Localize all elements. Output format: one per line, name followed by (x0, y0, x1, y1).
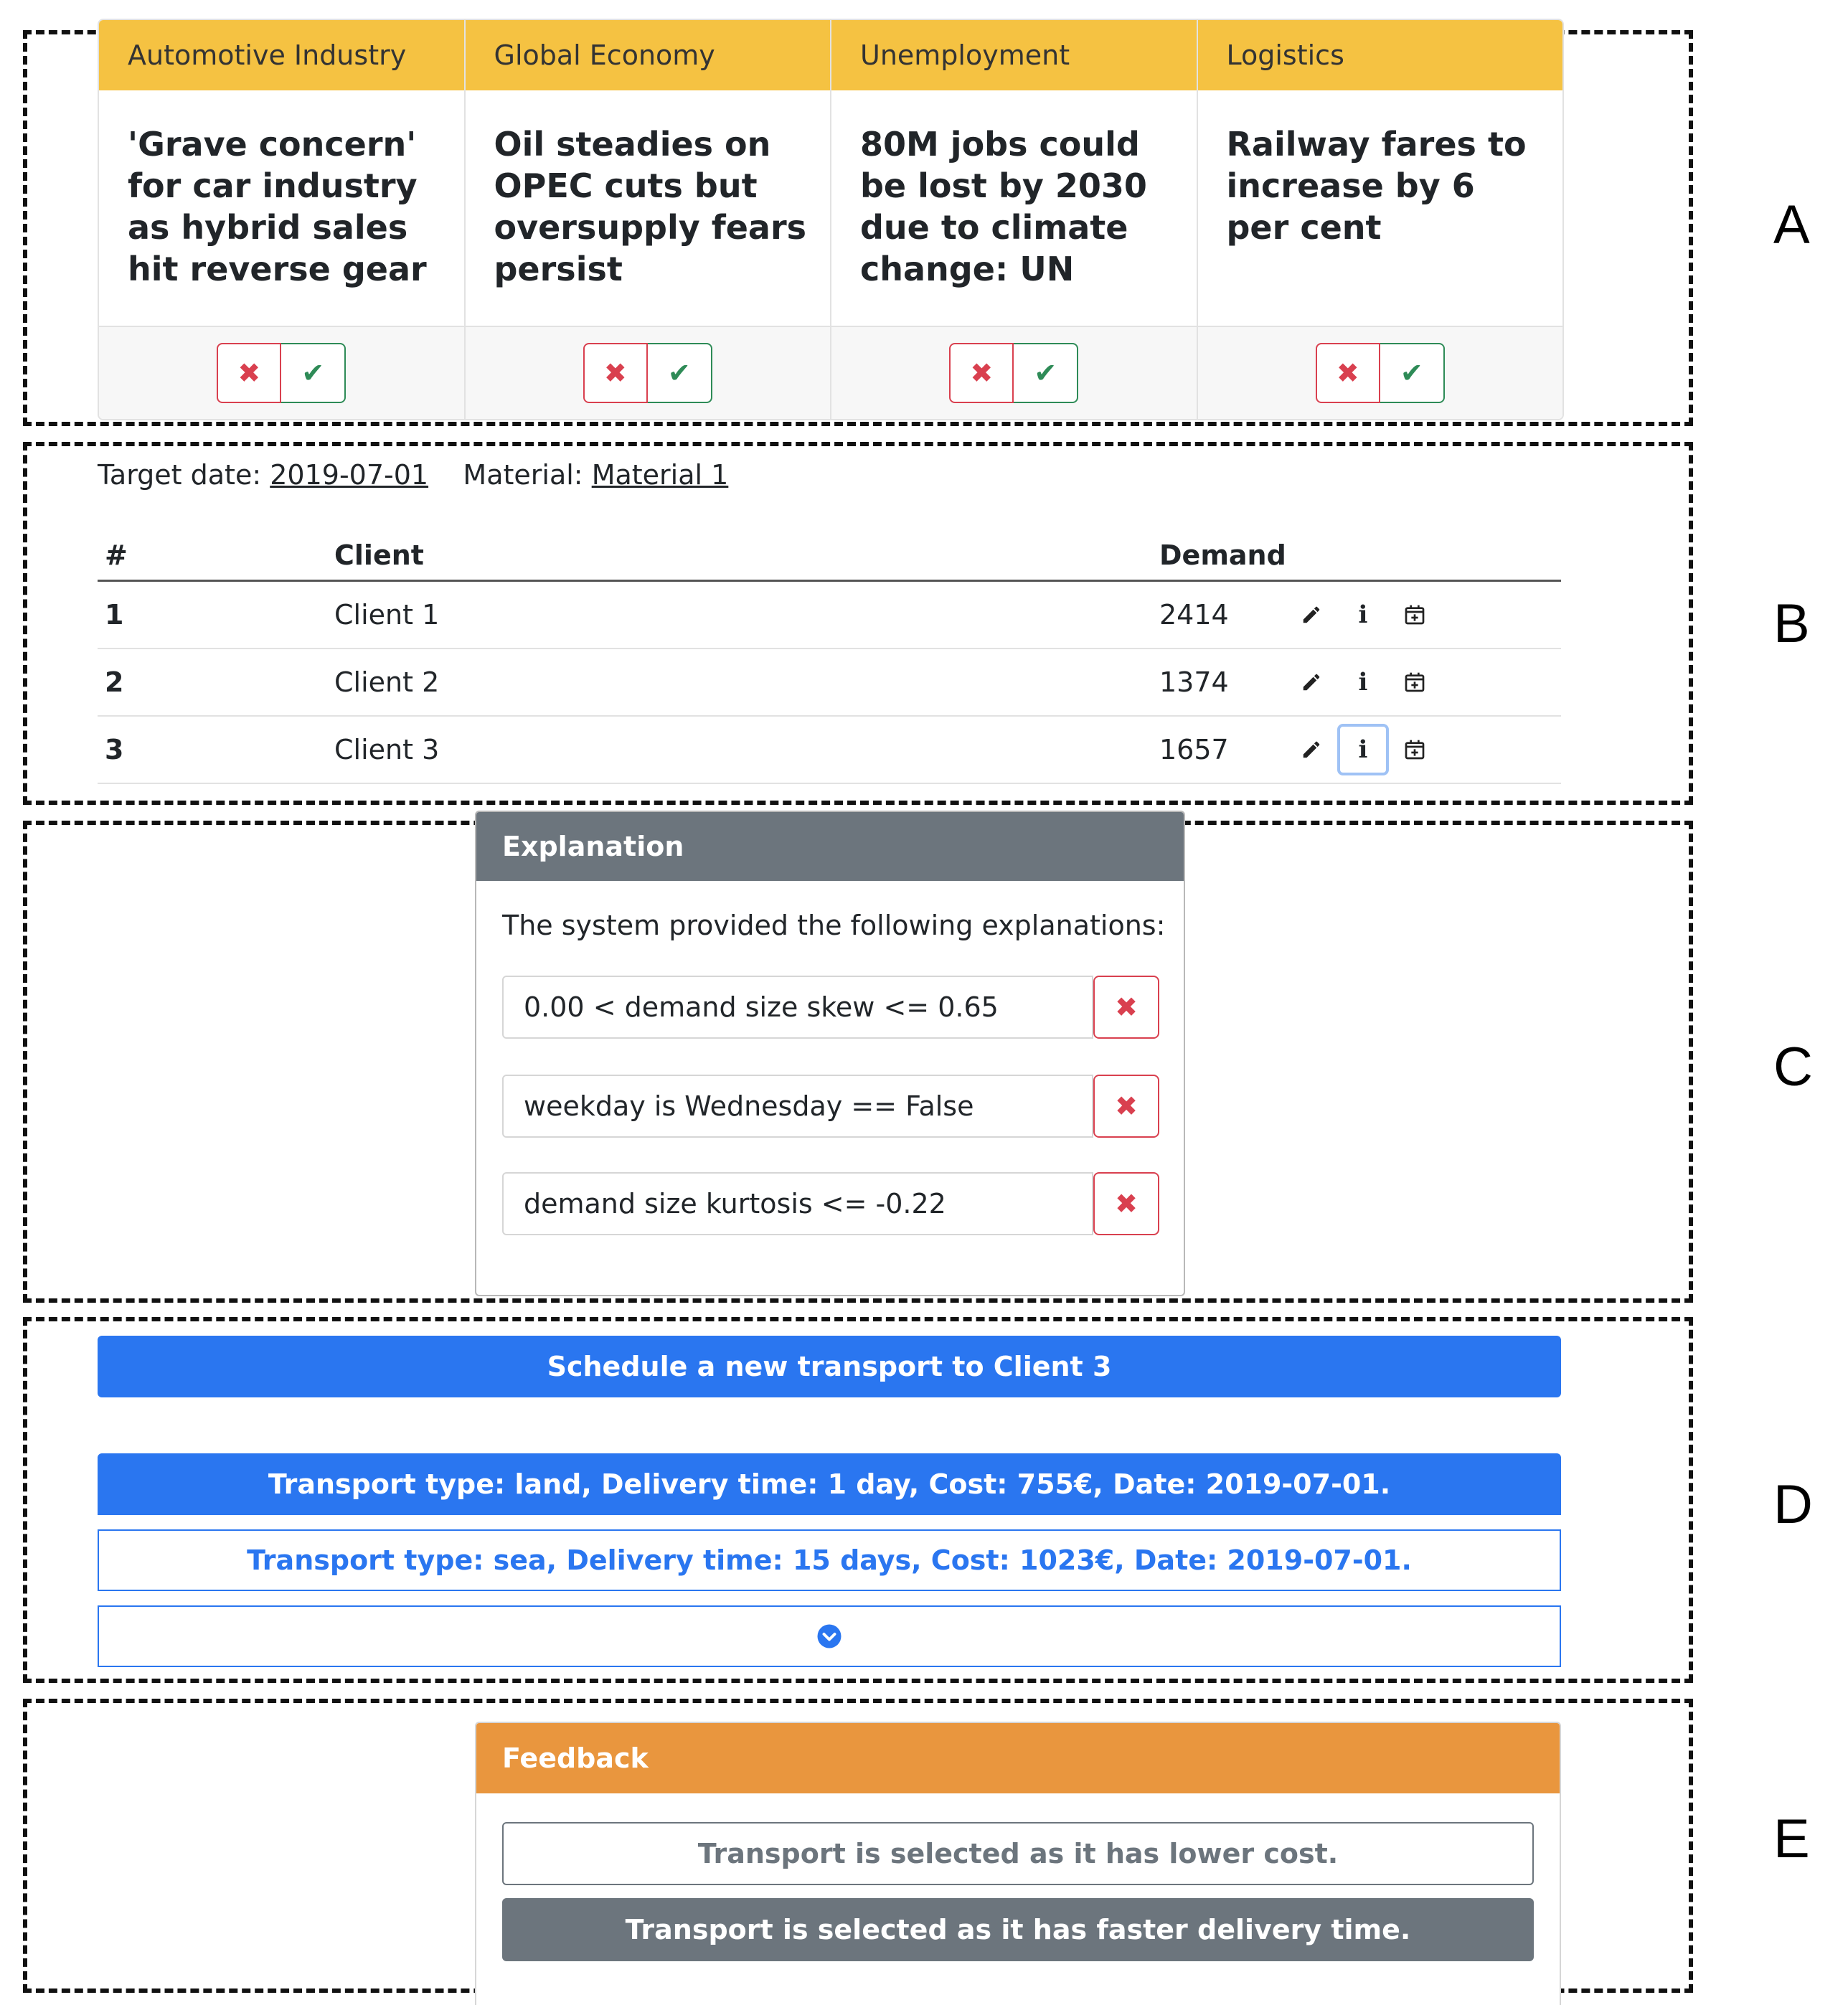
explanation-intro: The system provided the following explanations: (502, 910, 1166, 941)
row-client: Client 1 (334, 599, 440, 631)
explanation-title: Explanation (476, 812, 1184, 881)
explanation-text: weekday is Wednesday == False (502, 1075, 1093, 1138)
table-row (98, 582, 1561, 649)
news-vote-group (217, 343, 346, 403)
check-icon: ✔ (301, 357, 325, 389)
column-header-num: # (105, 539, 128, 571)
info-icon: i (1358, 735, 1368, 764)
calendar-plus-icon (1403, 738, 1426, 761)
feedback-option-lower-cost[interactable]: Transport is selected as it has lower cost. (502, 1822, 1534, 1885)
times-icon: ✖ (1336, 357, 1359, 389)
info-button[interactable] (1337, 656, 1389, 708)
section-label-d: D (1773, 1474, 1813, 1535)
times-icon: ✖ (1115, 1188, 1138, 1219)
explanation-item (502, 1075, 1159, 1138)
schedule-button[interactable] (1389, 589, 1441, 641)
reject-news-button[interactable] (1316, 343, 1380, 403)
section-label-a: A (1773, 194, 1810, 255)
news-category: Global Economy (466, 20, 831, 90)
calendar-plus-icon (1403, 671, 1426, 694)
info-icon: i (1358, 668, 1368, 697)
row-actions (1286, 724, 1441, 775)
news-card (831, 20, 1198, 419)
row-number: 1 (105, 599, 124, 631)
row-actions (1286, 589, 1441, 641)
check-icon: ✔ (1034, 357, 1057, 389)
info-icon: i (1358, 600, 1368, 629)
edit-button[interactable] (1286, 724, 1337, 775)
explanation-text: demand size kurtosis <= -0.22 (502, 1172, 1093, 1235)
explanation-panel (475, 811, 1185, 1296)
show-more-options-button[interactable] (98, 1605, 1561, 1667)
column-header-demand: Demand (1159, 539, 1286, 571)
news-card-footer (1198, 326, 1563, 419)
check-icon: ✔ (1400, 357, 1423, 389)
section-label-b: B (1773, 593, 1810, 654)
chevron-circle-down-icon (816, 1623, 842, 1649)
row-client: Client 3 (334, 734, 440, 765)
times-icon: ✖ (603, 357, 627, 389)
accept-news-button[interactable] (1014, 343, 1078, 403)
news-title: 'Grave concern' for car industry as hybrid sales hit reverse gear (99, 90, 464, 326)
calendar-plus-icon (1403, 603, 1426, 626)
reject-news-button[interactable] (949, 343, 1014, 403)
times-icon: ✖ (237, 357, 261, 389)
reject-news-button[interactable] (583, 343, 648, 403)
row-demand: 2414 (1159, 599, 1229, 631)
pencil-icon (1301, 604, 1322, 626)
feedback-option-faster-delivery[interactable]: Transport is selected as it has faster delivery time. (502, 1898, 1534, 1961)
news-card-footer (466, 326, 831, 419)
news-title: Railway fares to increase by 6 per cent (1198, 90, 1563, 326)
target-info (98, 459, 728, 491)
news-title: Oil steadies on OPEC cuts but oversupply fears persist (466, 90, 831, 326)
news-card (466, 20, 832, 419)
info-button[interactable] (1337, 589, 1389, 641)
news-cards (98, 19, 1564, 420)
material-link[interactable]: Material 1 (591, 459, 729, 491)
schedule-button[interactable] (1389, 656, 1441, 708)
target-date-label: Target date: (98, 459, 262, 491)
edit-button[interactable] (1286, 589, 1337, 641)
column-header-client: Client (334, 539, 424, 571)
transport-option-sea[interactable]: Transport type: sea, Delivery time: 15 days, Cost: 1023€, Date: 2019-07-01. (98, 1529, 1561, 1591)
material-label: Material: (463, 459, 583, 491)
accept-news-button[interactable] (281, 343, 346, 403)
news-category: Automotive Industry (99, 20, 464, 90)
accept-news-button[interactable] (648, 343, 712, 403)
check-icon: ✔ (667, 357, 691, 389)
explanation-text: 0.00 < demand size skew <= 0.65 (502, 976, 1093, 1039)
explanation-item (502, 976, 1159, 1039)
table-row (98, 717, 1561, 784)
section-label-c: C (1773, 1037, 1813, 1098)
info-button[interactable] (1337, 724, 1389, 775)
section-label-e: E (1773, 1808, 1810, 1869)
news-card-footer (831, 326, 1197, 419)
news-card (1198, 20, 1563, 419)
times-icon: ✖ (1115, 1090, 1138, 1122)
feedback-panel (475, 1722, 1561, 2005)
table-header (98, 531, 1561, 582)
news-vote-group (1316, 343, 1445, 403)
transport-option-land[interactable]: Transport type: land, Delivery time: 1 day, Cost: 755€, Date: 2019-07-01. (98, 1453, 1561, 1515)
news-vote-group (949, 343, 1078, 403)
row-number: 2 (105, 666, 124, 698)
row-demand: 1374 (1159, 666, 1229, 698)
remove-explanation-button[interactable] (1093, 976, 1159, 1039)
target-date-link[interactable]: 2019-07-01 (270, 459, 429, 491)
news-card (99, 20, 466, 419)
news-title: 80M jobs could be lost by 2030 due to climate change: UN (831, 90, 1197, 326)
row-number: 3 (105, 734, 124, 765)
demand-table (98, 531, 1561, 784)
news-vote-group (583, 343, 712, 403)
schedule-button[interactable] (1389, 724, 1441, 775)
accept-news-button[interactable] (1380, 343, 1445, 403)
pencil-icon (1301, 671, 1322, 693)
table-row (98, 649, 1561, 717)
row-client: Client 2 (334, 666, 440, 698)
times-icon: ✖ (970, 357, 994, 389)
reject-news-button[interactable] (217, 343, 281, 403)
row-actions (1286, 656, 1441, 708)
news-category: Unemployment (831, 20, 1197, 90)
remove-explanation-button[interactable] (1093, 1075, 1159, 1138)
feedback-title: Feedback (476, 1723, 1560, 1793)
explanation-item (502, 1172, 1159, 1235)
schedule-transport-button[interactable]: Schedule a new transport to Client 3 (98, 1336, 1561, 1397)
times-icon: ✖ (1115, 991, 1138, 1023)
edit-button[interactable] (1286, 656, 1337, 708)
pencil-icon (1301, 739, 1322, 760)
news-category: Logistics (1198, 20, 1563, 90)
row-demand: 1657 (1159, 734, 1229, 765)
remove-explanation-button[interactable] (1093, 1172, 1159, 1235)
news-card-footer (99, 326, 464, 419)
